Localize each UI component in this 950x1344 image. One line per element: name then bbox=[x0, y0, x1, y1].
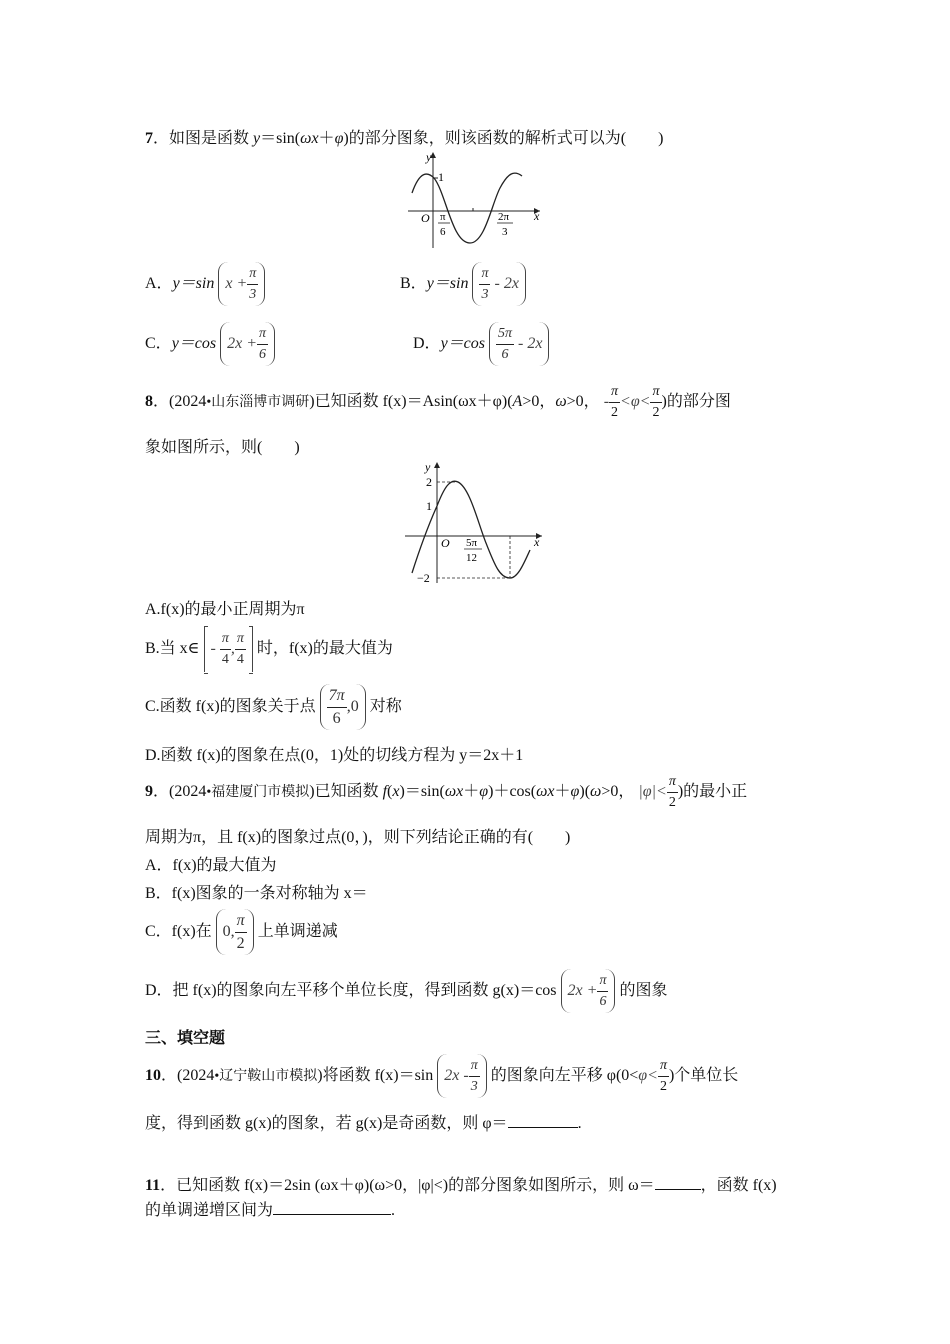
q7-graph-x-label: x bbox=[534, 209, 540, 223]
arg-var: x bbox=[225, 275, 233, 293]
arg-pre: 2x + bbox=[567, 982, 598, 1000]
option-text: 上单调递减 bbox=[257, 923, 338, 940]
option-text: 的图象 bbox=[619, 982, 668, 999]
q7-graph-2pi3-num: 2π bbox=[498, 211, 510, 223]
q9-text: x bbox=[392, 783, 400, 800]
frac-den: 4 bbox=[221, 652, 229, 668]
q7-a-argument bbox=[218, 262, 265, 306]
q7-text: ．如图是函数 bbox=[153, 130, 254, 147]
answer-blank[interactable] bbox=[273, 1200, 391, 1215]
q11-text: . bbox=[391, 1202, 396, 1219]
frac-den: 6 bbox=[259, 347, 267, 363]
q8-graph-y-label: y bbox=[425, 460, 431, 474]
q9-text: φ bbox=[570, 783, 580, 800]
q10-stem bbox=[145, 1054, 738, 1099]
q9-text: ω bbox=[590, 783, 602, 800]
q8-cond: - bbox=[603, 393, 610, 410]
q8-graph-origin: O bbox=[441, 536, 450, 550]
q7-d-argument bbox=[489, 322, 549, 366]
frac-num: π bbox=[597, 974, 608, 992]
fraction bbox=[650, 385, 661, 420]
q7-graph-origin: O bbox=[421, 211, 430, 225]
q11-number: 11 bbox=[145, 1177, 161, 1194]
q9-text: ．(2024 bbox=[153, 783, 207, 800]
q8-option-a[interactable]: A.f(x)的最小正周期为π bbox=[145, 601, 305, 618]
q7-text: ＋ bbox=[318, 130, 335, 147]
frac-num: π bbox=[479, 267, 490, 285]
q7-option-a[interactable] bbox=[145, 262, 265, 306]
q8-option-b[interactable] bbox=[145, 626, 393, 672]
q9-option-c[interactable] bbox=[145, 909, 338, 955]
fraction bbox=[609, 385, 620, 420]
arg-pre: 2x + bbox=[227, 335, 258, 353]
q10-lt: < bbox=[647, 1067, 658, 1084]
frac-num: π bbox=[667, 775, 678, 793]
q11-text: ，函数 f(x) bbox=[700, 1177, 777, 1194]
frac-den: 3 bbox=[249, 287, 257, 303]
q9-text: ( bbox=[387, 783, 393, 800]
q8-graph-5pi12-num: 5π bbox=[466, 537, 478, 549]
option-text: C.函数 f(x)的图象关于点 bbox=[145, 698, 316, 715]
option-function: y＝sin bbox=[172, 275, 215, 292]
q9-text: f bbox=[382, 783, 388, 800]
q11-stem-line2 bbox=[145, 1197, 395, 1220]
q9-d-argument bbox=[561, 969, 616, 1013]
frac-num: π bbox=[235, 913, 247, 933]
q10-number: 10 bbox=[145, 1067, 161, 1084]
q9-c-interval bbox=[216, 909, 254, 955]
fraction bbox=[235, 632, 246, 667]
interval-start: 0, bbox=[222, 923, 235, 941]
q10-phi: φ bbox=[638, 1067, 648, 1084]
q8-option-d[interactable]: D.函数 f(x)的图象在点(0，1)处的切线方程为 y＝2x＋1 bbox=[145, 747, 524, 764]
q9-stem bbox=[145, 770, 747, 815]
q10-argument bbox=[437, 1054, 486, 1098]
q7-c-argument bbox=[220, 322, 275, 366]
q7-graph bbox=[400, 148, 550, 253]
q9-option-b[interactable]: B．f(x)图象的一条对称轴为 x＝ bbox=[145, 885, 368, 902]
answer-blank[interactable] bbox=[508, 1113, 578, 1128]
q8-text: ．(2024 bbox=[153, 393, 207, 410]
point-tail: ,0 bbox=[346, 698, 359, 716]
frac-den: 2 bbox=[236, 935, 245, 953]
frac-num: π bbox=[247, 267, 258, 285]
frac-den: 4 bbox=[236, 652, 244, 668]
q9-text: ωx bbox=[444, 783, 464, 800]
q7-graph-pi6-num: π bbox=[440, 211, 446, 223]
frac-num: π bbox=[257, 327, 268, 345]
q8-graph-x-label: x bbox=[534, 535, 540, 549]
q8-b-interval bbox=[204, 626, 253, 672]
q8-option-c[interactable] bbox=[145, 684, 402, 730]
q8-c-point bbox=[320, 684, 366, 730]
q8-text: )已知函数 f(x)＝Asin(ωx＋φ)( bbox=[309, 393, 513, 410]
q9-text: )的最小正 bbox=[677, 783, 748, 800]
q8-graph-5pi12-den: 12 bbox=[466, 552, 477, 564]
q8-text: )的部分图 bbox=[661, 393, 731, 410]
fraction bbox=[247, 267, 258, 302]
q7-text: ωx bbox=[300, 130, 319, 147]
q9-text: )＝sin( bbox=[399, 783, 445, 800]
q9-text: ＋ bbox=[463, 783, 480, 800]
option-function: y＝cos bbox=[171, 335, 217, 352]
q8-stem bbox=[145, 380, 731, 425]
frac-den: 3 bbox=[481, 287, 489, 303]
option-label: C． bbox=[145, 335, 172, 352]
arg-rest: - 2x bbox=[494, 275, 519, 293]
q9-text: ＋ bbox=[554, 783, 571, 800]
fraction bbox=[496, 327, 514, 362]
frac-num: π bbox=[220, 632, 231, 650]
option-function: y＝sin bbox=[426, 275, 469, 292]
fraction bbox=[257, 327, 268, 362]
fraction bbox=[235, 913, 247, 952]
arg-pre: 2x - bbox=[444, 1067, 469, 1085]
q8-number: 8 bbox=[145, 393, 153, 410]
frac-num: π bbox=[609, 385, 620, 403]
q8-text: >0， bbox=[522, 393, 556, 410]
frac-num: π bbox=[235, 632, 246, 650]
q8-stem-line2: 象如图所示，则( ) bbox=[145, 439, 300, 456]
q7-text: ＝sin( bbox=[260, 130, 301, 147]
q9-source: •福建厦门市模拟 bbox=[206, 785, 310, 800]
fraction bbox=[597, 974, 608, 1009]
frac-den: 3 bbox=[470, 1079, 478, 1095]
frac-num: π bbox=[658, 1059, 669, 1077]
q11-text: ．已知函数 f(x)＝2sin (ωx＋φ)(ω>0，|φ|<)的部分图象如图所示，则 ω＝ bbox=[160, 1177, 655, 1194]
option-label: D． bbox=[413, 335, 441, 352]
q8-graph bbox=[400, 458, 550, 588]
q10-stem-line2 bbox=[145, 1110, 582, 1133]
q7-text: y bbox=[253, 130, 261, 147]
q10-text: 的图象向左平移 φ(0< bbox=[490, 1067, 639, 1084]
q7-b-argument bbox=[472, 262, 525, 306]
arg-rest: - 2x bbox=[518, 335, 543, 353]
q9-text: ωx bbox=[536, 783, 555, 800]
q8-text: ω bbox=[555, 393, 567, 410]
q7-graph-one: 1 bbox=[438, 170, 444, 184]
frac-den: 2 bbox=[668, 794, 676, 810]
q7-text: φ bbox=[334, 130, 344, 147]
q10-text: . bbox=[577, 1115, 582, 1132]
q8-text: >0， bbox=[566, 393, 600, 410]
q11-stem bbox=[145, 1172, 777, 1195]
frac-den: 2 bbox=[652, 404, 660, 420]
q7-graph-y-label: y bbox=[426, 150, 432, 164]
q7-graph-2pi3-den: 3 bbox=[502, 226, 508, 238]
q9-option-d[interactable] bbox=[145, 968, 667, 1014]
interval-comma: , bbox=[230, 640, 235, 658]
fraction bbox=[469, 1059, 480, 1094]
interval-minus: - bbox=[210, 640, 216, 658]
q9-cond: |φ|< bbox=[638, 783, 667, 800]
q8-text: A bbox=[512, 393, 523, 410]
section-heading: 三、填空题 bbox=[145, 1030, 226, 1047]
arg-op: + bbox=[236, 275, 248, 293]
q9-text: >0， bbox=[601, 783, 635, 800]
q9-text: )已知函数 bbox=[309, 783, 383, 800]
q8-graph-one: 1 bbox=[426, 499, 432, 513]
q7-graph-pi6-den: 6 bbox=[440, 226, 446, 238]
q9-stem-line2: 周期为π，且 f(x)的图象过点(0，)，则下列结论正确的有( ) bbox=[145, 829, 571, 846]
q7-option-c[interactable] bbox=[145, 322, 275, 366]
option-text: 时，f(x)的最大值为 bbox=[256, 640, 393, 657]
q9-text: φ bbox=[479, 783, 489, 800]
frac-num: 7π bbox=[327, 688, 347, 708]
q10-text: )个单位长 bbox=[668, 1067, 739, 1084]
option-text: C．f(x)在 bbox=[145, 923, 212, 940]
frac-num: π bbox=[650, 385, 661, 403]
frac-den: 6 bbox=[332, 710, 341, 728]
frac-den: 6 bbox=[501, 347, 509, 363]
q10-text: ．(2024 bbox=[161, 1067, 215, 1084]
q8-graph-two: 2 bbox=[426, 475, 432, 489]
fraction bbox=[220, 632, 231, 667]
q8-graph-neg-two: −2 bbox=[417, 571, 430, 585]
frac-den: 6 bbox=[599, 994, 607, 1010]
q7-stem bbox=[145, 125, 663, 148]
fraction bbox=[479, 267, 490, 302]
option-text: 对称 bbox=[369, 698, 402, 715]
fraction bbox=[327, 688, 347, 727]
q10-text: 度，得到函数 g(x)的图象，若 g(x)是奇函数，则 φ＝ bbox=[145, 1115, 508, 1132]
option-label: A． bbox=[145, 275, 173, 292]
frac-num: π bbox=[469, 1059, 480, 1077]
frac-num: 5π bbox=[496, 327, 514, 345]
q9-number: 9 bbox=[145, 783, 153, 800]
q9-text: )( bbox=[579, 783, 591, 800]
q11-text: 的单调递增区间为 bbox=[145, 1202, 274, 1219]
fraction bbox=[658, 1059, 669, 1094]
q10-source: •辽宁鞍山市模拟 bbox=[214, 1069, 318, 1084]
q7-number: 7 bbox=[145, 130, 153, 147]
q7-text: )的部分图象，则该函数的解析式可以为( ) bbox=[343, 130, 664, 147]
option-function: y＝cos bbox=[440, 335, 485, 352]
q9-option-a[interactable]: A．f(x)的最大值为 bbox=[145, 857, 277, 874]
answer-blank[interactable] bbox=[655, 1175, 701, 1190]
option-text: B.当 x∈ bbox=[145, 640, 200, 657]
q8-source: •山东淄博市调研 bbox=[206, 395, 310, 410]
option-text: D．把 f(x)的图象向左平移个单位长度，得到函数 g(x)＝cos bbox=[145, 982, 557, 999]
q7-option-b[interactable] bbox=[400, 262, 526, 306]
frac-den: 2 bbox=[611, 404, 619, 420]
q9-text: )＋cos( bbox=[488, 783, 537, 800]
option-label: B． bbox=[400, 275, 427, 292]
frac-den: 2 bbox=[659, 1078, 667, 1094]
fraction bbox=[667, 775, 678, 810]
q10-text: )将函数 f(x)＝sin bbox=[317, 1067, 434, 1084]
q7-option-d[interactable] bbox=[413, 322, 549, 366]
q8-cond: <φ< bbox=[620, 393, 651, 410]
